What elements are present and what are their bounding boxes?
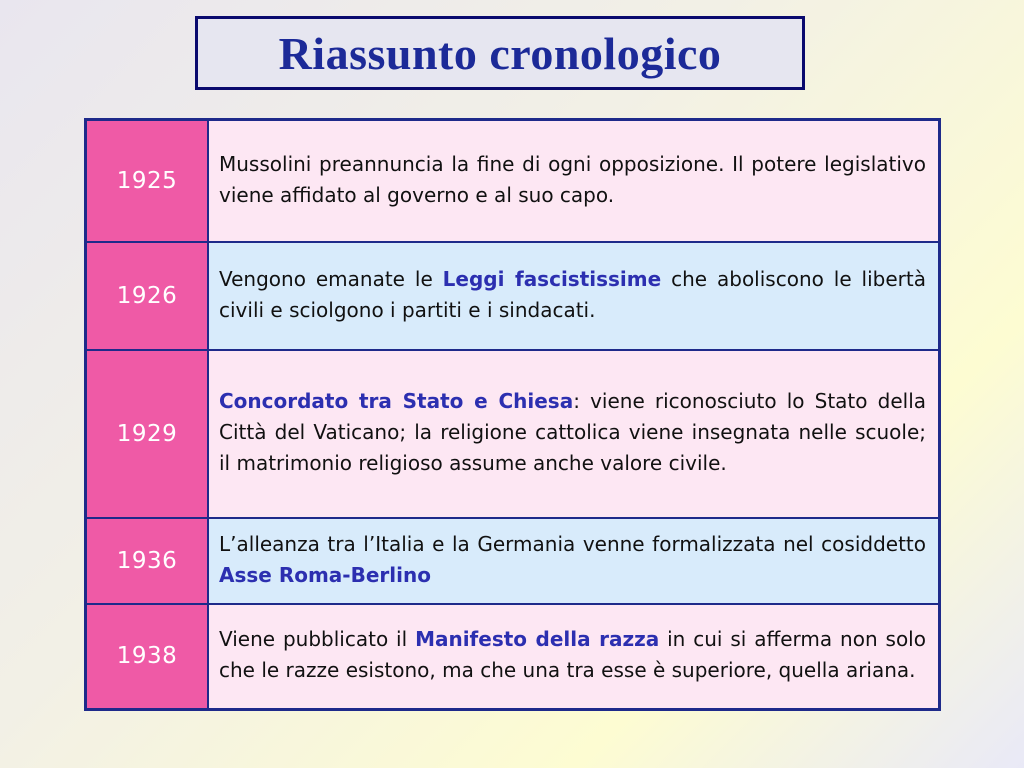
- table-row: [86, 518, 940, 604]
- year-cell: 1926: [86, 242, 209, 350]
- year-cell: 1938: [86, 604, 209, 710]
- highlight-text: Manifesto della razza: [415, 627, 660, 652]
- description-cell: [208, 518, 940, 604]
- description-text: L’alleanza tra l’Italia e la Germania venne formalizzata nel cosiddetto: [219, 531, 926, 556]
- description-text: : viene riconosciuto lo Stato della Città del Vaticano; la religione cattolica viene insegnata nelle scuole; il matrimonio religioso assume anche valore civile.: [219, 389, 927, 475]
- description-text: Viene pubblicato il: [219, 627, 416, 652]
- description-text: Vengono emanate le: [219, 266, 443, 291]
- year-cell: 1936: [86, 518, 209, 604]
- highlight-text: Asse Roma-Berlino: [219, 562, 431, 587]
- table-row: [86, 242, 940, 350]
- description-cell: [208, 242, 940, 350]
- description-cell: [208, 604, 940, 710]
- year-cell: 1925: [86, 120, 209, 242]
- timeline-table: [84, 118, 941, 711]
- title-box: [195, 16, 805, 90]
- table-row: [86, 350, 940, 518]
- year-cell: 1929: [86, 350, 209, 518]
- table-row: [86, 120, 940, 242]
- table-row: [86, 604, 940, 710]
- description-cell: [208, 120, 940, 242]
- description-text: in cui si afferma non solo che le razze esistono, ma che una tra esse è superiore, quella ariana.: [219, 627, 926, 683]
- description-text: che aboliscono le libertà civili e sciolgono i partiti e i sindacati.: [219, 266, 926, 322]
- highlight-text: Leggi fascistissime: [442, 266, 662, 291]
- description-cell: [208, 350, 940, 518]
- highlight-text: Concordato tra Stato e Chiesa: [219, 389, 574, 413]
- description-text: Mussolini preannuncia la fine di ogni opposizione. Il potere legislativo viene affidato al governo e al suo capo.: [219, 151, 926, 207]
- page-title: Riassunto cronologico: [278, 27, 722, 79]
